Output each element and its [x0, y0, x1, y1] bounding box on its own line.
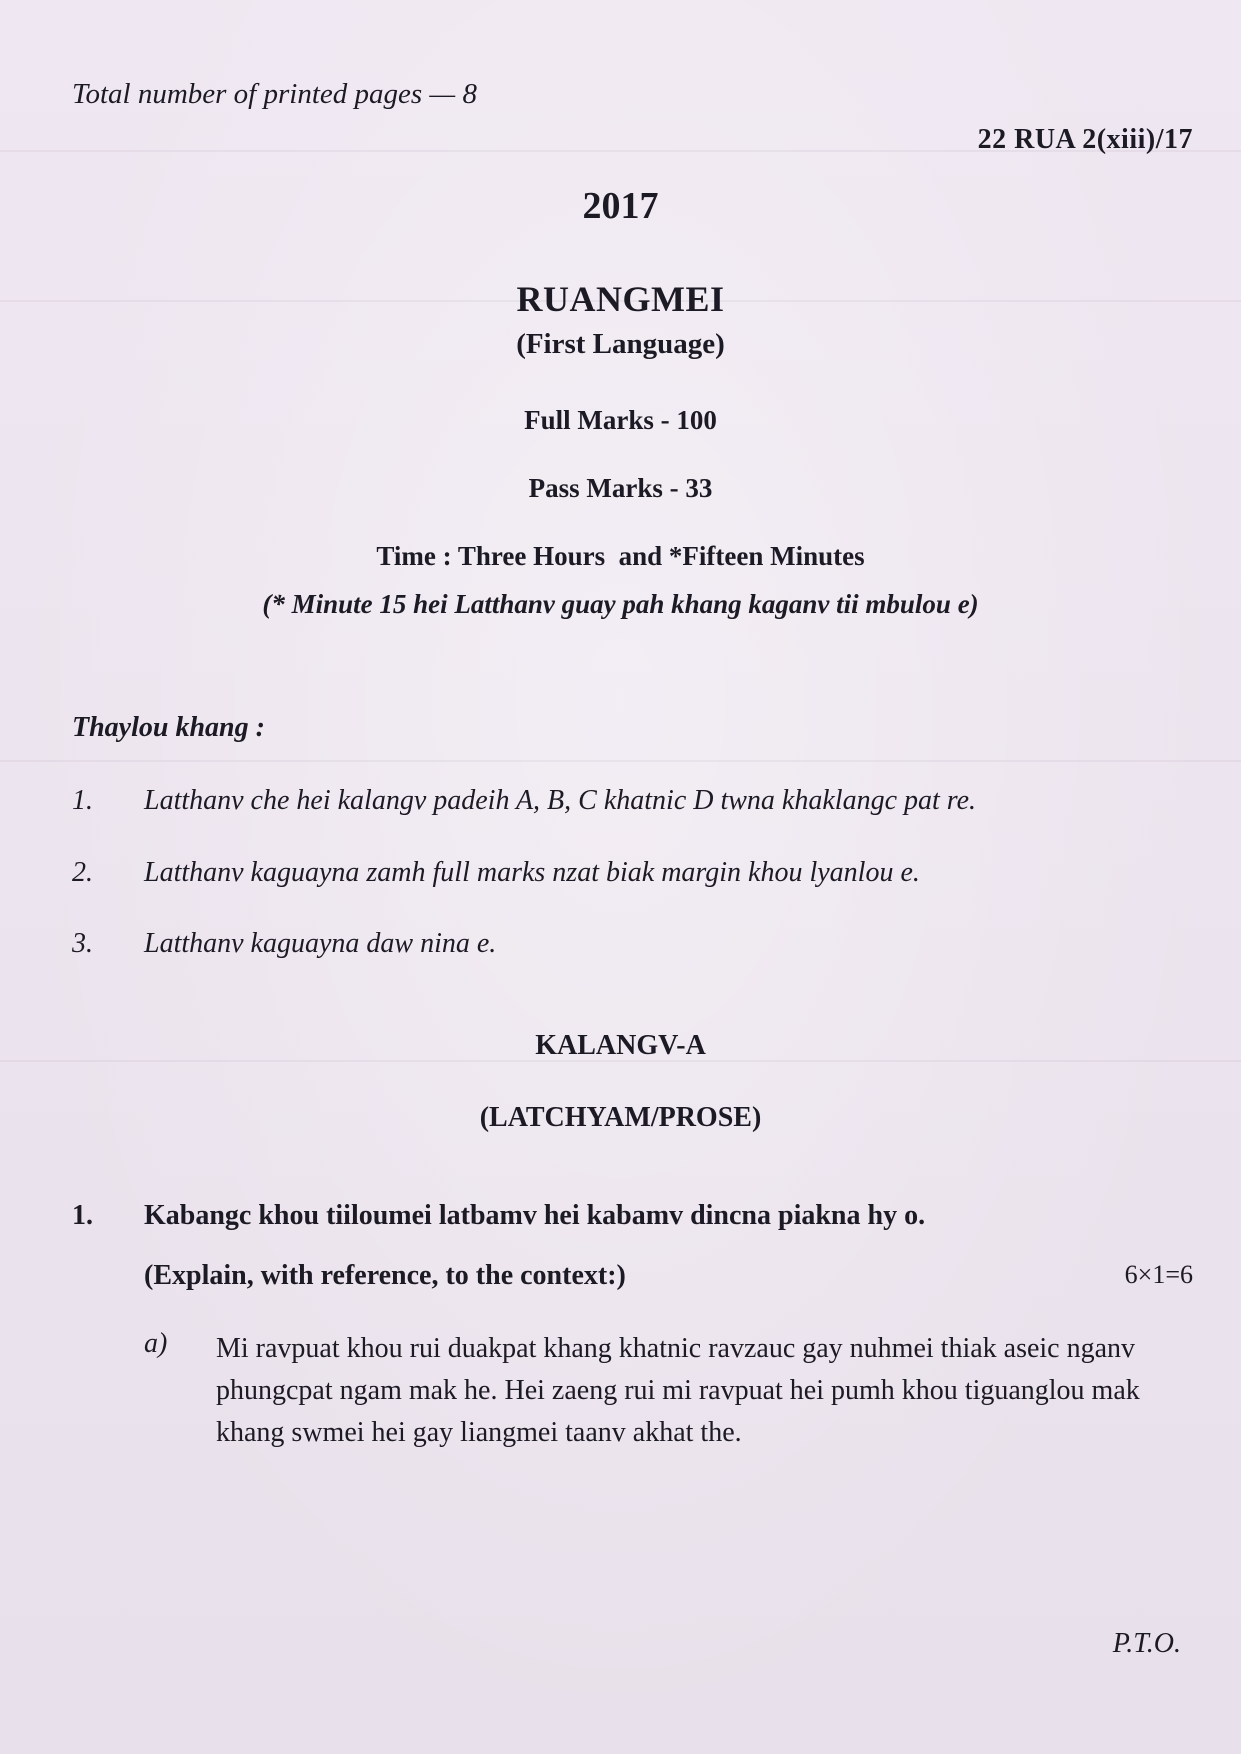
- instruction-text: Latthanv kaguayna zamh full marks nzat biak margin khou lyanlou e.: [144, 857, 920, 888]
- paper-code: 22 RUA 2(xiii)/17: [977, 124, 1193, 155]
- question-part-text: Mi ravpuat khou rui duakpat khang khatnic ravzauc gay nuhmei thiak aseic nganv phungcpat ngam mak he. Hei zaeng rui mi ravpuat hei pumh khou tiguanglou mak khang swmei hei gay liangmei taanv akhat the.: [216, 1333, 1140, 1448]
- instruction-number: 3.: [72, 928, 93, 959]
- subject-title: RUANGMEI: [516, 279, 725, 319]
- full-marks: Full Marks - 100: [524, 405, 717, 435]
- time-note: (* Minute 15 hei Latthanv guay pah khang kaganv tii mbulou e): [262, 589, 979, 619]
- section-subtitle: (LATCHYAM/PROSE): [479, 1102, 762, 1133]
- question-part-label: a): [144, 1328, 168, 1359]
- page-turn-note: P.T.O.: [1112, 1628, 1181, 1659]
- bleed-through-line: [0, 760, 1241, 762]
- question-instruction: (Explain, with reference, to the context:): [144, 1260, 626, 1291]
- instruction-number: 1.: [72, 785, 93, 816]
- pass-marks: Pass Marks - 33: [528, 473, 713, 503]
- exam-time: Time : Three Hours and *Fifteen Minutes: [376, 541, 865, 571]
- subject-subtitle: (First Language): [516, 328, 725, 360]
- instruction-item: [72, 785, 976, 817]
- printed-pages-note: Total number of printed pages — 8: [72, 78, 477, 110]
- exam-year: 2017: [582, 185, 659, 227]
- instruction-item: [72, 928, 496, 960]
- question-number: 1.: [72, 1200, 93, 1231]
- instruction-number: 2.: [72, 857, 93, 888]
- instruction-text: Latthanv kaguayna daw nina e.: [144, 928, 497, 959]
- instructions-heading: Thaylou khang :: [72, 712, 265, 743]
- question-text: Kabangc khou tiiloumei latbamv hei kabamv dincna piakna hy o.: [144, 1200, 926, 1231]
- section-title: KALANGV-A: [535, 1030, 706, 1061]
- question-marks: 6×1=6: [1124, 1260, 1193, 1289]
- instruction-item: [72, 857, 920, 889]
- instruction-text: Latthanv che hei kalangv padeih A, B, C khatnic D twna khaklangc pat re.: [144, 785, 977, 816]
